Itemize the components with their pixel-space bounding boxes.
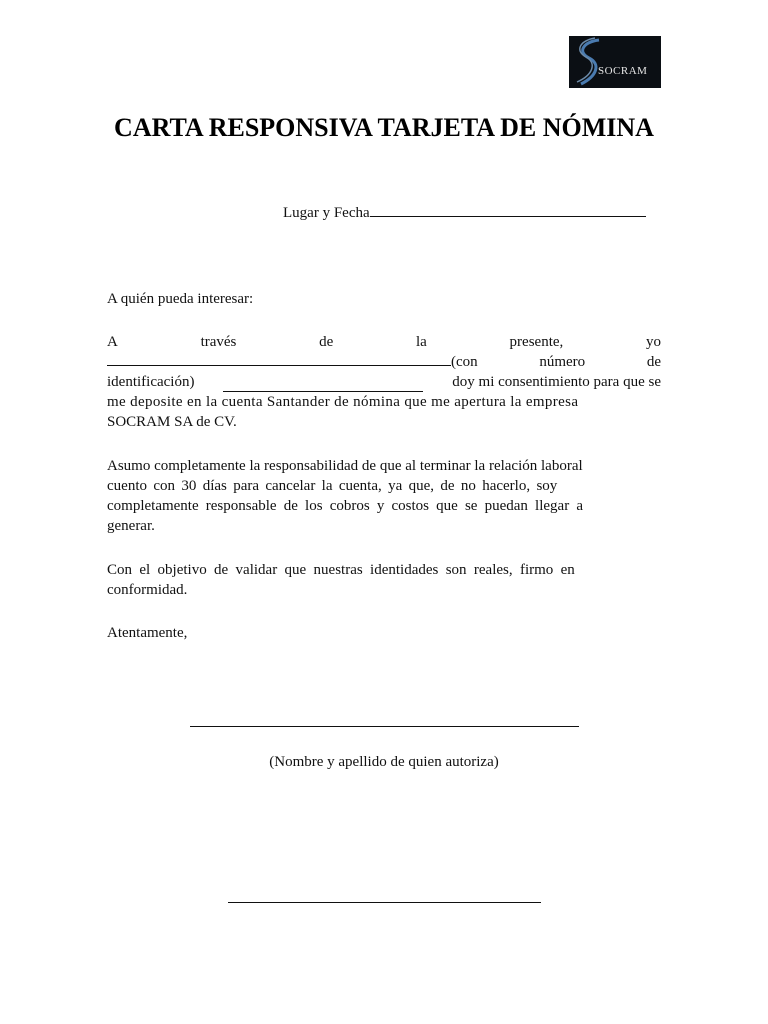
paragraph-responsibility [107, 456, 661, 536]
logo-text: SOCRAM [598, 65, 648, 77]
paragraph-line: (con número de [107, 352, 661, 372]
paragraph-line: completamente responsable de los cobros y costos que se puedan llegar a [107, 498, 584, 514]
socram-logo [569, 36, 661, 88]
name-blank[interactable] [107, 351, 451, 366]
authorizer-signature-line[interactable] [190, 726, 579, 727]
paragraph-consent [107, 332, 661, 432]
id-number-blank[interactable] [223, 377, 423, 392]
paragraph-line: Asumo completamente la responsabilidad de que al terminar la relación laboral [107, 458, 583, 474]
paragraph-line: A través de la presente, yo [107, 334, 661, 350]
paragraph-line: me deposite en la cuenta Santander de nómina que me apertura la empresa [107, 394, 579, 410]
closing: Atentamente, [107, 625, 188, 641]
place-date-field [283, 202, 646, 223]
place-date-label: Lugar y Fecha [283, 205, 370, 221]
paragraph-line: Con el objetivo de validar que nuestras identidades son reales, firmo en [107, 562, 575, 578]
document-title: CARTA RESPONSIVA TARJETA DE NÓMINA [114, 113, 654, 142]
signature-caption: (Nombre y apellido de quien autoriza) [269, 754, 499, 770]
paragraph-line: conformidad. [107, 582, 188, 598]
paragraph-validation [107, 560, 661, 600]
salutation: A quién pueda interesar: [107, 291, 254, 307]
paragraph-line: identificación) doy mi consentimiento para que se [107, 374, 661, 390]
paragraph-line: generar. [107, 518, 155, 534]
paragraph-line: cuento con 30 días para cancelar la cuenta, ya que, de no hacerlo, soy [107, 478, 558, 494]
paragraph-line: SOCRAM SA de CV. [107, 414, 237, 430]
place-date-blank[interactable] [370, 202, 646, 217]
second-signature-line[interactable] [228, 902, 541, 903]
s-monogram-icon [569, 36, 661, 88]
